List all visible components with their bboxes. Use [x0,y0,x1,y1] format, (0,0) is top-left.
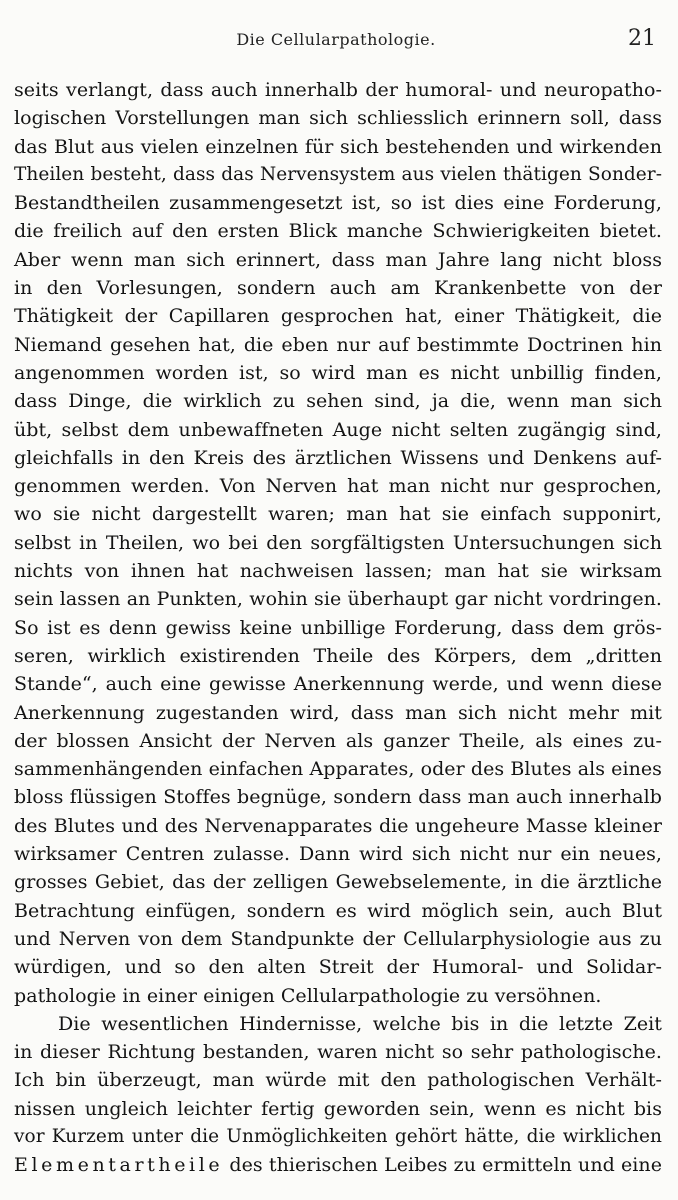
text-line: in den Vorlesungen, sondern auch am Krankenbette von der [14,277,662,300]
text-line: der blossen Ansicht der Nerven als ganzer Theile, als eines zu- [14,729,662,752]
text-line: Thätigkeit der Capillaren gesprochen hat, einer Thätigkeit, die [14,305,662,328]
paragraph-end-line: pathologie in einer einigen Cellularpathologie zu versöhnen. [14,984,602,1007]
text-line: angenommen worden ist, so wird man es nicht unbillig finden, [14,361,662,384]
text-line: genommen werden. Von Nerven hat man nicht nur gesprochen, [14,475,662,498]
text-line: gleichfalls in den Kreis des ärztlichen Wissens und Denkens auf- [14,446,662,469]
text-line: Ich bin überzeugt, man würde mit den pathologischen Verhält- [14,1069,662,1092]
text-line: Niemand gesehen hat, die eben nur auf bestimmte Doctrinen hin [14,333,662,356]
text-line: Betrachtung einfügen, sondern es wird möglich sein, auch Blut [14,899,662,922]
body-text [14,76,662,1180]
text-line: sammenhängenden einfachen Apparates, oder des Blutes als eines [14,758,662,781]
text-line: logischen Vorstellungen man sich schliesslich erinnern soll, dass [14,107,662,130]
text-line-final [14,1151,662,1179]
text-line: wirksamer Centren zulasse. Dann wird sich nicht nur ein neues, [14,843,662,866]
text-line: das Blut aus vielen einzelnen für sich bestehenden und wirkenden [14,135,662,158]
text-line: selbst in Theilen, wo bei den sorgfältigsten Untersuchungen sich [14,531,662,554]
paragraph-start-line: Die wesentlichen Hindernisse, welche bis in die letzte Zeit [58,1012,662,1035]
text-line: in dieser Richtung bestanden, waren nicht so sehr pathologische. [14,1041,662,1064]
text-line: sein lassen an Punkten, wohin sie überhaupt gar nicht vordringen. [14,588,662,611]
text-line: grosses Gebiet, das der zelligen Gewebselemente, in die ärztliche [14,871,662,894]
running-head [12,26,660,56]
text-line: bloss flüssigen Stoffes begnüge, sondern dass man auch innerhalb [14,786,662,809]
text-line: Stande“, auch eine gewisse Anerkennung werde, und wenn diese [14,673,662,696]
text-line: des Blutes und des Nervenapparates die ungeheure Masse kleiner [14,814,662,837]
text-line: übt, selbst dem unbewaffneten Auge nicht selten zugängig sind, [14,418,662,441]
text-line: seren, wirklich existirenden Theile des Körpers, dem „dritten [14,644,662,667]
text-line: Bestandtheilen zusammengesetzt ist, so ist dies eine Forderung, [14,192,662,215]
page-number: 21 [628,26,656,51]
text-line: dass Dinge, die wirklich zu sehen sind, ja die, wenn man sich [14,390,662,413]
text-line: So ist es denn gewiss keine unbillige Forderung, dass dem grös- [14,616,662,639]
text-line: Aber wenn man sich erinnert, dass man Jahre lang nicht bloss [14,248,662,271]
running-title: Die Cellularpathologie. [236,30,436,49]
text-line: Anerkennung zugestanden wird, dass man sich nicht mehr mit [14,701,662,724]
text-line: und Nerven von dem Standpunkte der Cellularphysiologie aus zu [14,927,662,950]
text-line: würdigen, und so den alten Streit der Humoral- und Solidar- [14,956,662,979]
text-line: die freilich auf den ersten Blick manche Schwierigkeiten bietet. [14,220,662,243]
text-line: vor Kurzem unter die Unmöglichkeiten gehört hätte, die wirklichen [14,1125,662,1147]
final-line-rest: des thierischen Leibes zu ermitteln und eine [223,1154,662,1177]
text-line: nichts von ihnen hat nachweisen lassen; man hat sie wirksam [14,560,662,583]
text-line: seits verlangt, dass auch innerhalb der humoral- und neuropatho- [14,79,662,101]
emphasized-word: Elementartheile [14,1154,224,1177]
text-line: wo sie nicht dargestellt waren; man hat sie einfach supponirt, [14,503,662,526]
text-line: Theilen besteht, dass das Nervensystem aus vielen thätigen Sonder- [14,163,662,185]
text-line: nissen ungleich leichter fertig geworden sein, wenn es nicht bis [14,1097,662,1120]
